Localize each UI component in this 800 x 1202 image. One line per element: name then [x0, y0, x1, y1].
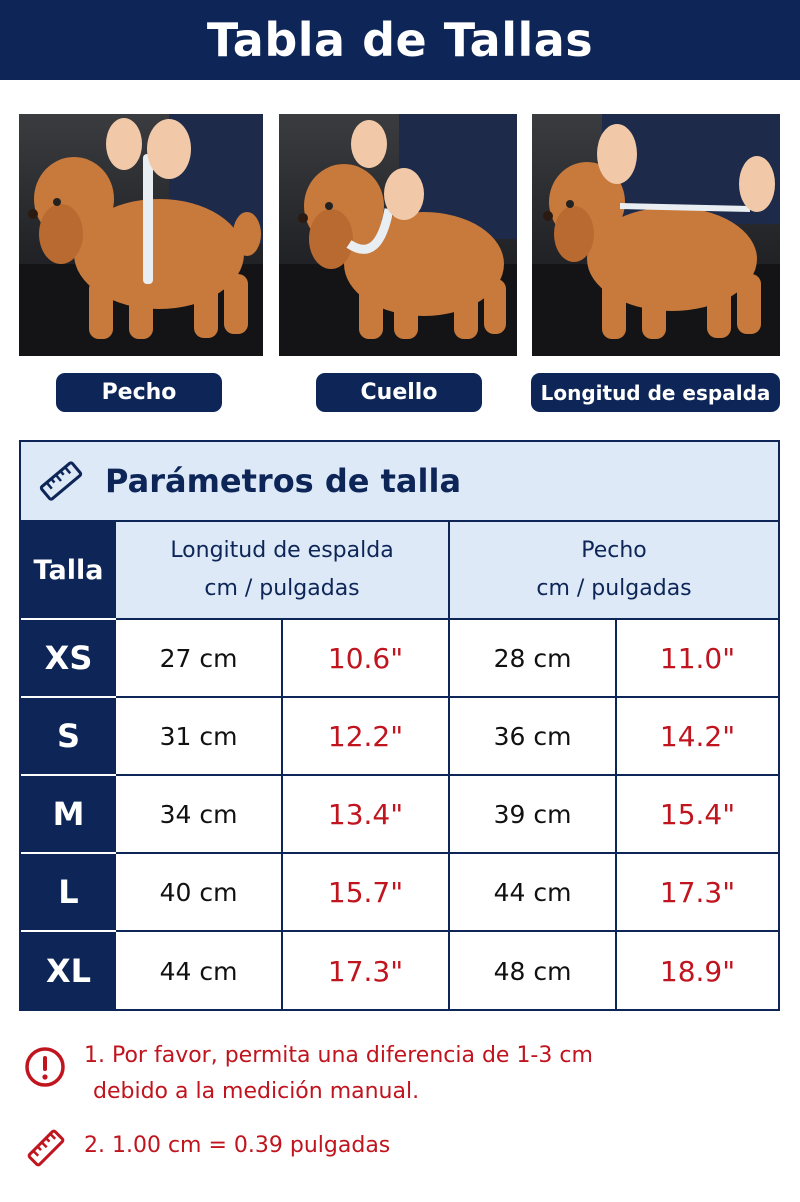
table-title: Parámetros de talla [105, 462, 462, 500]
chest-inch-cell: 15.4" [617, 776, 778, 854]
ruler-note-icon [24, 1126, 68, 1170]
table-row [21, 932, 778, 1010]
size-cell: S [21, 698, 116, 776]
chest-column-header [450, 522, 778, 620]
label-chest: Pecho [56, 373, 222, 412]
size-cell: XS [21, 620, 116, 698]
page-title: Tabla de Tallas [206, 13, 594, 67]
warning-icon [24, 1046, 66, 1088]
chest-cm-cell: 36 cm [450, 698, 617, 776]
chest-unit-text: cm / pulgadas [536, 576, 692, 601]
chest-cm-cell: 39 cm [450, 776, 617, 854]
size-cell: L [21, 854, 116, 932]
chest-cm-cell: 48 cm [450, 932, 617, 1010]
back-length-column-header [116, 522, 450, 620]
size-table [19, 440, 780, 1011]
table-row [21, 854, 778, 932]
table-row [21, 698, 778, 776]
ruler-icon [37, 457, 85, 505]
note-1-line-2: debido a la medición manual. [93, 1079, 420, 1104]
dog-back-measure-photo [532, 114, 780, 356]
back-length-unit-text: cm / pulgadas [204, 576, 360, 601]
table-header [21, 442, 778, 522]
chest-inch-cell: 17.3" [617, 854, 778, 932]
note-2: 2. 1.00 cm = 0.39 pulgadas [84, 1133, 391, 1158]
back-inch-cell: 10.6" [283, 620, 450, 698]
header-banner [0, 0, 800, 80]
chest-header-text: Pecho [581, 538, 647, 563]
dog-neck-measure-photo [279, 114, 517, 356]
size-cell: M [21, 776, 116, 854]
note-1-line-1: 1. Por favor, permita una diferencia de 1-3 cm [84, 1043, 593, 1068]
back-inch-cell: 15.7" [283, 854, 450, 932]
chest-cm-cell: 44 cm [450, 854, 617, 932]
size-column-header: Talla [21, 522, 116, 620]
table-row [21, 620, 778, 698]
table-row [21, 776, 778, 854]
back-cm-cell: 27 cm [116, 620, 283, 698]
back-inch-cell: 17.3" [283, 932, 450, 1010]
chest-inch-cell: 18.9" [659, 954, 736, 988]
chest-inch-cell: 14.2" [617, 698, 778, 776]
size-cell: XL [21, 932, 116, 1010]
back-cm-cell: 34 cm [116, 776, 283, 854]
chest-cm-cell: 28 cm [450, 620, 617, 698]
back-cm-cell: 44 cm [116, 932, 283, 1010]
back-inch-cell: 12.2" [283, 698, 450, 776]
back-cm-cell: 31 cm [116, 698, 283, 776]
back-length-header-text: Longitud de espalda [170, 538, 394, 563]
dog-chest-measure-photo [19, 114, 263, 356]
back-cm-cell: 40 cm [116, 854, 283, 932]
label-back-length: Longitud de espalda [531, 373, 780, 412]
back-inch-cell: 13.4" [283, 776, 450, 854]
label-neck: Cuello [316, 373, 482, 412]
chest-inch-cell: 11.0" [617, 620, 778, 698]
